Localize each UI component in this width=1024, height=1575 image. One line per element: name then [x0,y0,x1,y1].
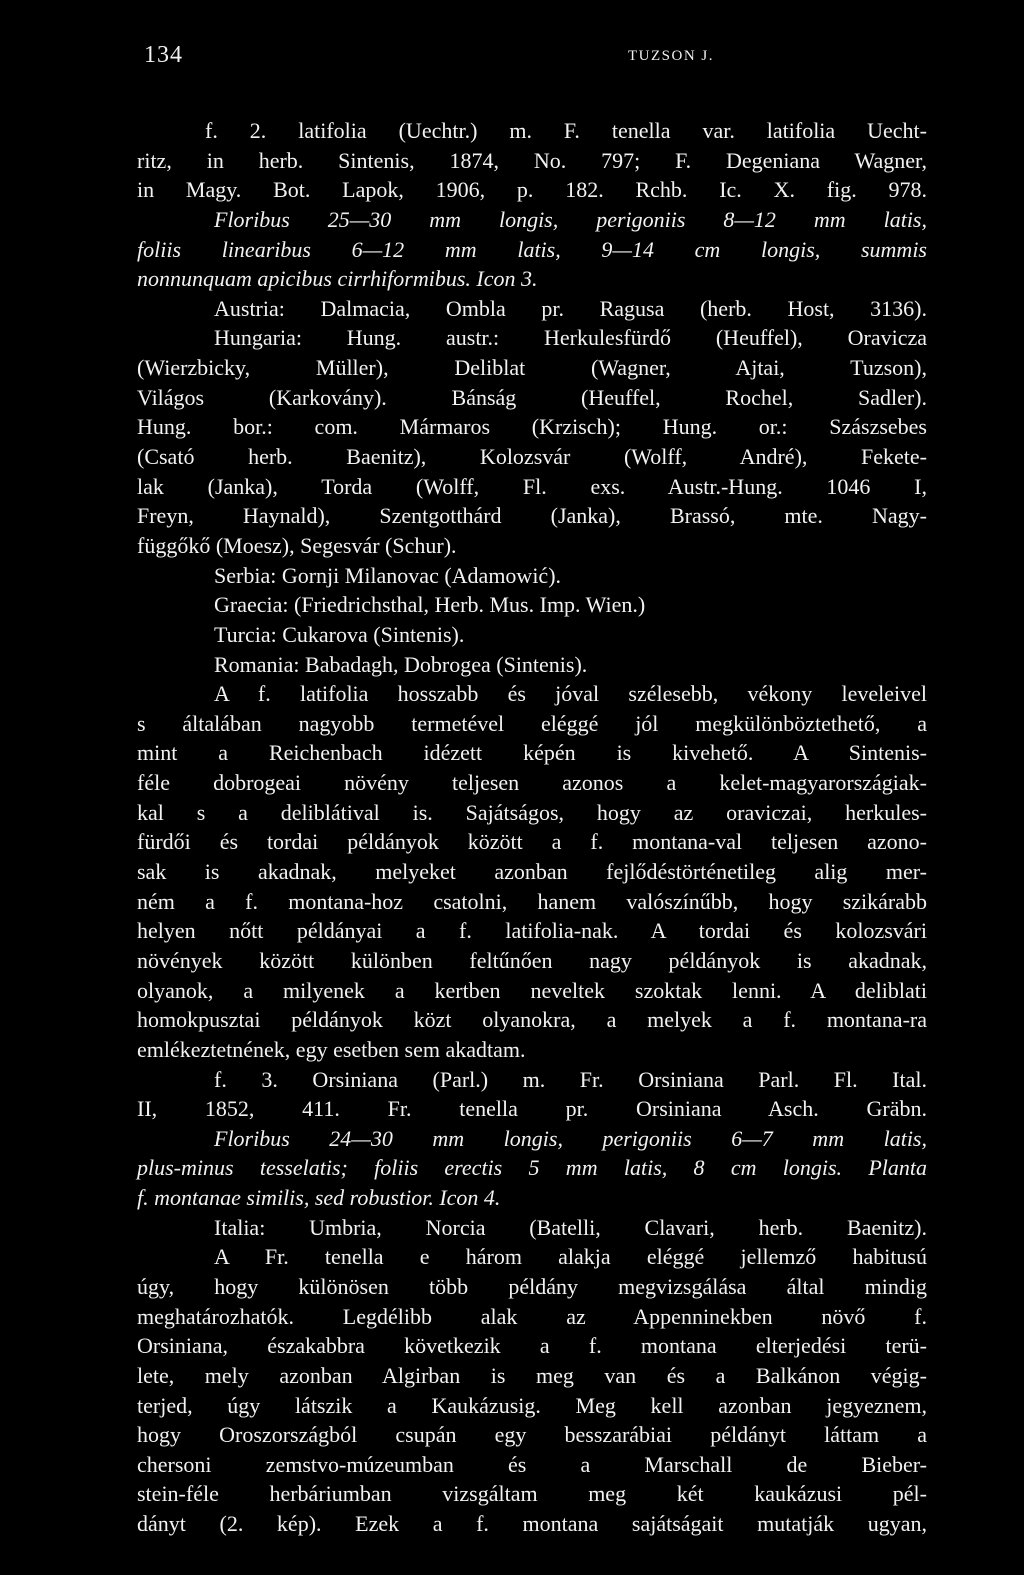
page-number: 134 [144,42,183,68]
text-line: in Magy. Bot. Lapok, 1906, p. 182. Rchb. Ic. X. fig. 978. [137,177,927,203]
text-line: chersoni zemstvo-múzeumban és a Marschall de Bieber- [137,1451,927,1477]
text-line: s általában nagyobb termetével eléggé jól megkülönböztethető, a [137,710,927,736]
text-line: mint a Reichenbach idézett képén is kivehető. A Sintenis- [137,740,927,766]
running-head: TUZSON J. [628,48,715,64]
text-line: terjed, úgy látszik a Kaukázusig. Meg kell azonban jegyeznem, [137,1392,927,1418]
text-line: Graecia: (Friedrichsthal, Herb. Mus. Imp. Wien.) [214,592,646,618]
page-header [144,42,944,74]
text-line: úgy, hogy különösen több példány megvizsgálása által mindig [137,1273,927,1299]
text-line: f. 3. Orsiniana (Parl.) m. Fr. Orsiniana Parl. Fl. Ital. [214,1066,927,1092]
text-line: kal s a deliblátival is. Sajátságos, hogy az oraviczai, herkules- [137,799,927,825]
text-line: Freyn, Haynald), Szentgotthárd (Janka), Brassó, mte. Nagy- [137,503,927,529]
text-line: ném a f. montana-hoz csatolni, hanem valószínűbb, hogy szikárabb [137,888,927,914]
body-text [137,116,927,1539]
text-line: Hung. bor.: com. Mármaros (Krzisch); Hung. or.: Szászsebes [137,414,927,440]
text-line: dányt (2. kép). Ezek a f. montana sajátságait mutatják ugyan, [137,1511,927,1537]
text-line: emlékeztetnének, egy esetben sem akadtam. [137,1036,526,1062]
text-line: Orsiniana, északabbra következik a f. montana elterjedési terü- [137,1333,927,1359]
text-line: hogy Oroszországból csupán egy besszarábiai példányt láttam a [137,1422,927,1448]
text-line: A f. latifolia hosszabb és jóval szélesebb, vékony leveleivel [214,681,927,707]
text-line: homokpusztai példányok közt olyanokra, a melyek a f. montana-ra [137,1007,927,1033]
text-line: Floribus 24—30 mm longis, perigoniis 6—7 mm latis, [214,1125,927,1151]
text-line: II, 1852, 411. Fr. tenella pr. Orsiniana Asch. Gräbn. [137,1096,927,1122]
text-line: függőkő (Moesz), Segesvár (Schur). [137,532,457,558]
text-line: Hungaria: Hung. austr.: Herkulesfürdő (Heuffel), Oravicza [214,325,927,351]
text-line: helyen nőtt példányai a f. latifolia-nak. A tordai és kolozsvári [137,918,927,944]
text-line: féle dobrogeai növény teljesen azonos a kelet-magyarországiak- [137,770,927,796]
text-line: Romania: Babadagh, Dobrogea (Sintenis). [214,651,588,677]
text-line: Italia: Umbria, Norcia (Batelli, Clavari, herb. Baenitz). [214,1214,927,1240]
text-line: fürdői és tordai példányok között a f. montana-val teljesen azono- [137,829,927,855]
text-line: f. 2. latifolia (Uechtr.) m. F. tenella var. latifolia Uecht- [205,118,927,143]
text-line: f. montanae similis, sed robustior. Icon 4. [137,1185,501,1211]
text-line: Austria: Dalmacia, Ombla pr. Ragusa (herb. Host, 3136). [214,295,927,321]
text-line: foliis linearibus 6—12 mm latis, 9—14 cm longis, summis [137,236,927,262]
text-line: A Fr. tenella e három alakja eléggé jellemző habitusú [214,1244,927,1270]
text-line: nonnunquam apicibus cirrhiformibus. Icon 3. [137,266,538,292]
text-line: ritz, in herb. Sintenis, 1874, No. 797; F. Degeniana Wagner, [137,147,927,173]
text-line: plus-minus tesselatis; foliis erectis 5 mm latis, 8 cm longis. Planta [137,1155,927,1181]
text-line: (Wierzbicky, Müller), Deliblat (Wagner, Ajtai, Tuzson), [137,355,927,381]
text-line: Serbia: Gornji Milanovac (Adamowić). [214,562,562,588]
text-line: Világos (Karkovány). Bánság (Heuffel, Rochel, Sadler). [137,384,927,410]
text-line: lak (Janka), Torda (Wolff, Fl. exs. Austr.-Hung. 1046 I, [137,473,927,499]
text-line: Floribus 25—30 mm longis, perigoniis 8—12 mm latis, [214,206,927,232]
text-line: olyanok, a milyenek a kertben neveltek szoktak lenni. A deliblati [137,977,927,1003]
text-line: növények között különben feltűnően nagy példányok is akadnak, [137,947,927,973]
text-line: Turcia: Cukarova (Sintenis). [214,621,465,647]
text-line: sak is akadnak, melyeket azonban fejlődéstörténetileg alig mer- [137,859,927,885]
text-line: meghatározhatók. Legdélibb alak az Appenninekben növő f. [137,1303,927,1329]
text-line: stein-féle herbáriumban vizsgáltam meg két kaukázusi pél- [137,1481,927,1507]
text-line: (Csató herb. Baenitz), Kolozsvár (Wolff, André), Fekete- [137,444,927,470]
text-line: lete, mely azonban Algirban is meg van és a Balkánon végig- [137,1362,927,1388]
